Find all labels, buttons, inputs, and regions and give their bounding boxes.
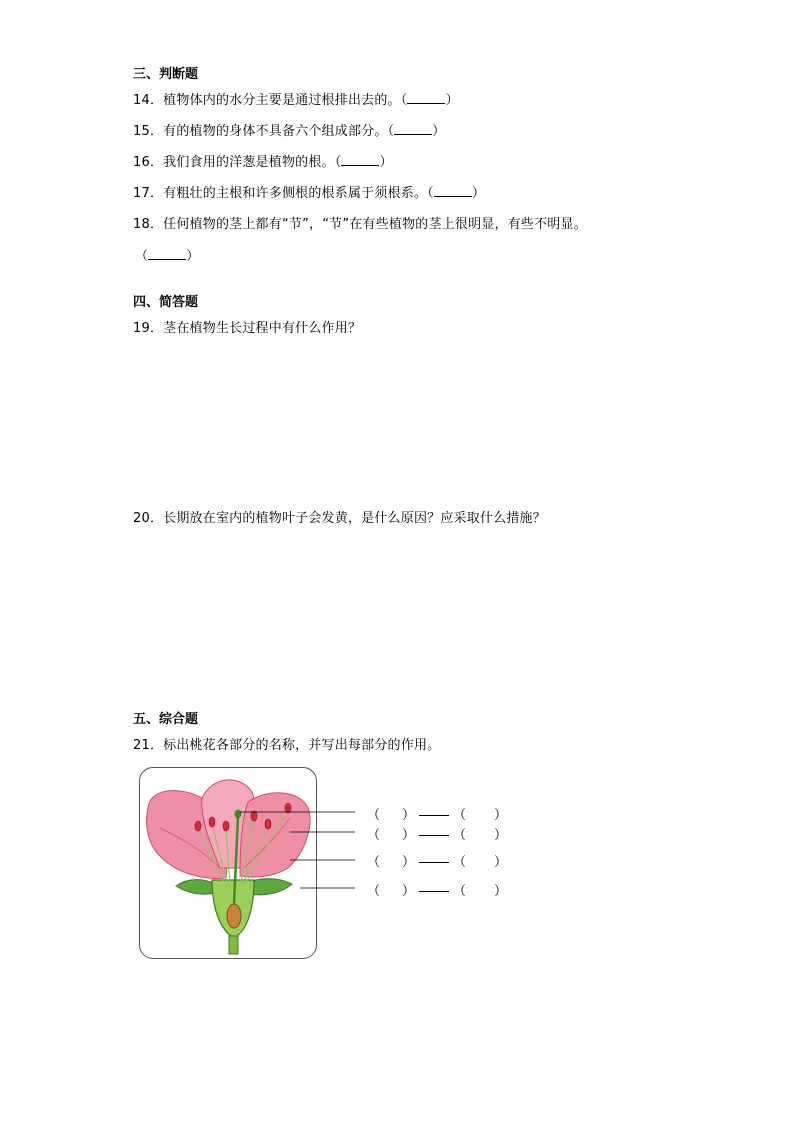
- question-number: 16．: [133, 155, 164, 170]
- paren-open: （: [334, 155, 342, 170]
- question-16: [133, 151, 393, 170]
- paren-open: （: [427, 186, 434, 201]
- answer-blank[interactable]: [148, 248, 186, 260]
- question-number: 19．: [133, 321, 164, 336]
- question-20: [133, 507, 546, 526]
- paren-close: ）: [494, 884, 508, 899]
- paren-close: ）: [402, 828, 416, 843]
- paren-open: （: [367, 828, 381, 843]
- paren-open: （: [367, 855, 381, 870]
- question-15: [133, 120, 445, 139]
- answer-blank[interactable]: [341, 154, 379, 166]
- paren-open: （: [453, 808, 467, 823]
- paren-open: （: [135, 249, 149, 264]
- question-text: 任何植物的茎上都有“节”，“节”在有些植物的茎上很明显，有些不明显。: [163, 217, 587, 232]
- paren-close: ）: [445, 93, 459, 108]
- question-text: 有粗壮的主根和许多侧根的根系属于须根系。: [163, 186, 428, 201]
- paren-close: ）: [432, 124, 446, 139]
- section-5-heading: 五、综合题: [133, 712, 199, 727]
- section-3-heading: 三、判断题: [133, 67, 199, 82]
- label-row-1: [367, 804, 507, 823]
- paren-open: （: [453, 828, 467, 843]
- paren-close: ）: [471, 186, 486, 201]
- paren-open: （: [367, 808, 381, 823]
- question-text: 标出桃花各部分的名称，并写出每部分的作用。: [163, 738, 441, 753]
- paren-open: （: [400, 93, 408, 108]
- leader-lines: [230, 800, 360, 900]
- answer-blank[interactable]: [394, 123, 432, 135]
- paren-open: （: [367, 884, 381, 899]
- paren-close: ）: [186, 249, 200, 264]
- paren-close: ）: [494, 828, 508, 843]
- question-text: 长期放在室内的植物叶子会发黄，是什么原因？应采取什么措施？: [163, 511, 546, 526]
- paren-close: ）: [494, 808, 508, 823]
- label-row-3: [367, 851, 507, 870]
- question-18-answer: [135, 245, 199, 264]
- paren-close: ）: [402, 855, 416, 870]
- question-text: 我们食用的洋葱是植物的根。: [163, 155, 335, 170]
- stem: [229, 936, 238, 954]
- question-number: 17．: [133, 186, 164, 201]
- paren-close: ）: [494, 855, 508, 870]
- paren-close: ）: [402, 808, 416, 823]
- question-number: 14．: [133, 93, 164, 108]
- paren-close: ）: [402, 884, 416, 899]
- connector-dash: [419, 815, 449, 816]
- answer-area-20[interactable]: [133, 530, 663, 695]
- question-21: [133, 734, 440, 753]
- answer-blank[interactable]: [407, 92, 445, 104]
- question-text: 有的植物的身体不具备六个组成部分。: [163, 124, 388, 139]
- question-text: 植物体内的水分主要是通过根排出去的。: [163, 93, 401, 108]
- question-text: 茎在植物生长过程中有什么作用？: [163, 321, 362, 336]
- paren-open: （: [453, 855, 467, 870]
- label-row-4: [367, 880, 507, 899]
- question-14: [133, 89, 459, 108]
- ovary: [227, 904, 241, 928]
- question-number: 15．: [133, 124, 164, 139]
- section-4-heading: 四、简答题: [133, 295, 199, 310]
- paren-close: ）: [379, 155, 393, 170]
- question-19: [133, 317, 361, 336]
- question-number: 18．: [133, 217, 164, 232]
- paren-open: （: [387, 124, 395, 139]
- question-number: 20．: [133, 511, 164, 526]
- question-17: [133, 182, 485, 201]
- connector-dash: [419, 891, 449, 892]
- question-number: 21．: [133, 738, 164, 753]
- answer-blank[interactable]: [434, 185, 472, 197]
- answer-area-19[interactable]: [133, 340, 663, 500]
- connector-dash: [419, 835, 449, 836]
- question-18: [133, 213, 587, 232]
- connector-dash: [419, 862, 449, 863]
- label-row-2: [367, 824, 507, 843]
- paren-open: （: [453, 884, 467, 899]
